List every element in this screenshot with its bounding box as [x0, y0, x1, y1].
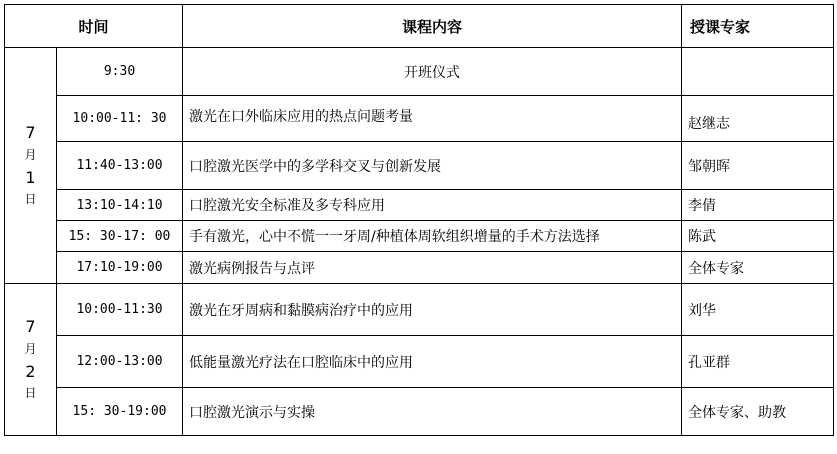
date-cell-day2 — [5, 284, 57, 436]
table-row — [5, 284, 834, 336]
header-row — [5, 5, 834, 48]
time-cell: 9:30 — [57, 48, 183, 96]
date-cell-day1 — [5, 48, 57, 284]
schedule-table — [4, 4, 834, 436]
time-cell: 15: 30-17: 00 — [57, 221, 183, 252]
expert-cell: 赵继志 — [682, 96, 834, 142]
date-month: 7 — [25, 317, 36, 337]
time-cell: 13:10-14:10 — [57, 190, 183, 221]
content-cell: 口腔激光安全标准及多专科应用 — [183, 190, 682, 221]
expert-cell: 邹朝晖 — [682, 142, 834, 190]
time-cell: 17:10-19:00 — [57, 252, 183, 284]
content-cell: 口腔激光演示与实操 — [183, 388, 682, 436]
expert-cell: 刘华 — [682, 284, 834, 336]
date-month-char: 月 — [24, 341, 37, 356]
content-cell: 激光病例报告与点评 — [183, 252, 682, 284]
date-day-char: 日 — [24, 385, 37, 400]
expert-cell: 李倩 — [682, 190, 834, 221]
expert-cell: 全体专家、助教 — [682, 388, 834, 436]
date-day: 1 — [25, 167, 36, 187]
table-row — [5, 221, 834, 252]
table-row — [5, 190, 834, 221]
date-day: 2 — [25, 361, 36, 381]
time-cell: 10:00-11:30 — [57, 284, 183, 336]
time-cell: 15: 30-19:00 — [57, 388, 183, 436]
content-cell: 激光在牙周病和黏膜病治疗中的应用 — [183, 284, 682, 336]
table-row — [5, 48, 834, 96]
header-content: 课程内容 — [183, 5, 682, 48]
content-cell: 口腔激光医学中的多学科交叉与创新发展 — [183, 142, 682, 190]
header-expert: 授课专家 — [682, 5, 834, 48]
time-cell: 12:00-13:00 — [57, 336, 183, 388]
time-cell: 11:40-13:00 — [57, 142, 183, 190]
table-row — [5, 336, 834, 388]
expert-cell: 陈武 — [682, 221, 834, 252]
table-row — [5, 96, 834, 142]
date-month-char: 月 — [24, 147, 37, 162]
content-cell: 手有激光，心中不慌一一牙周/种植体周软组织增量的手术方法选择 — [183, 221, 682, 252]
table-row — [5, 388, 834, 436]
time-cell: 10:00-11: 30 — [57, 96, 183, 142]
expert-cell — [682, 48, 834, 96]
table-row — [5, 142, 834, 190]
expert-cell: 孔亚群 — [682, 336, 834, 388]
date-month: 7 — [25, 123, 36, 143]
content-cell: 激光在口外临床应用的热点问题考量 — [183, 96, 682, 142]
header-time: 时间 — [5, 5, 183, 48]
date-day-char: 日 — [24, 191, 37, 206]
expert-cell: 全体专家 — [682, 252, 834, 284]
content-cell: 低能量激光疗法在口腔临床中的应用 — [183, 336, 682, 388]
table-row — [5, 252, 834, 284]
content-cell: 开班仪式 — [183, 48, 682, 96]
